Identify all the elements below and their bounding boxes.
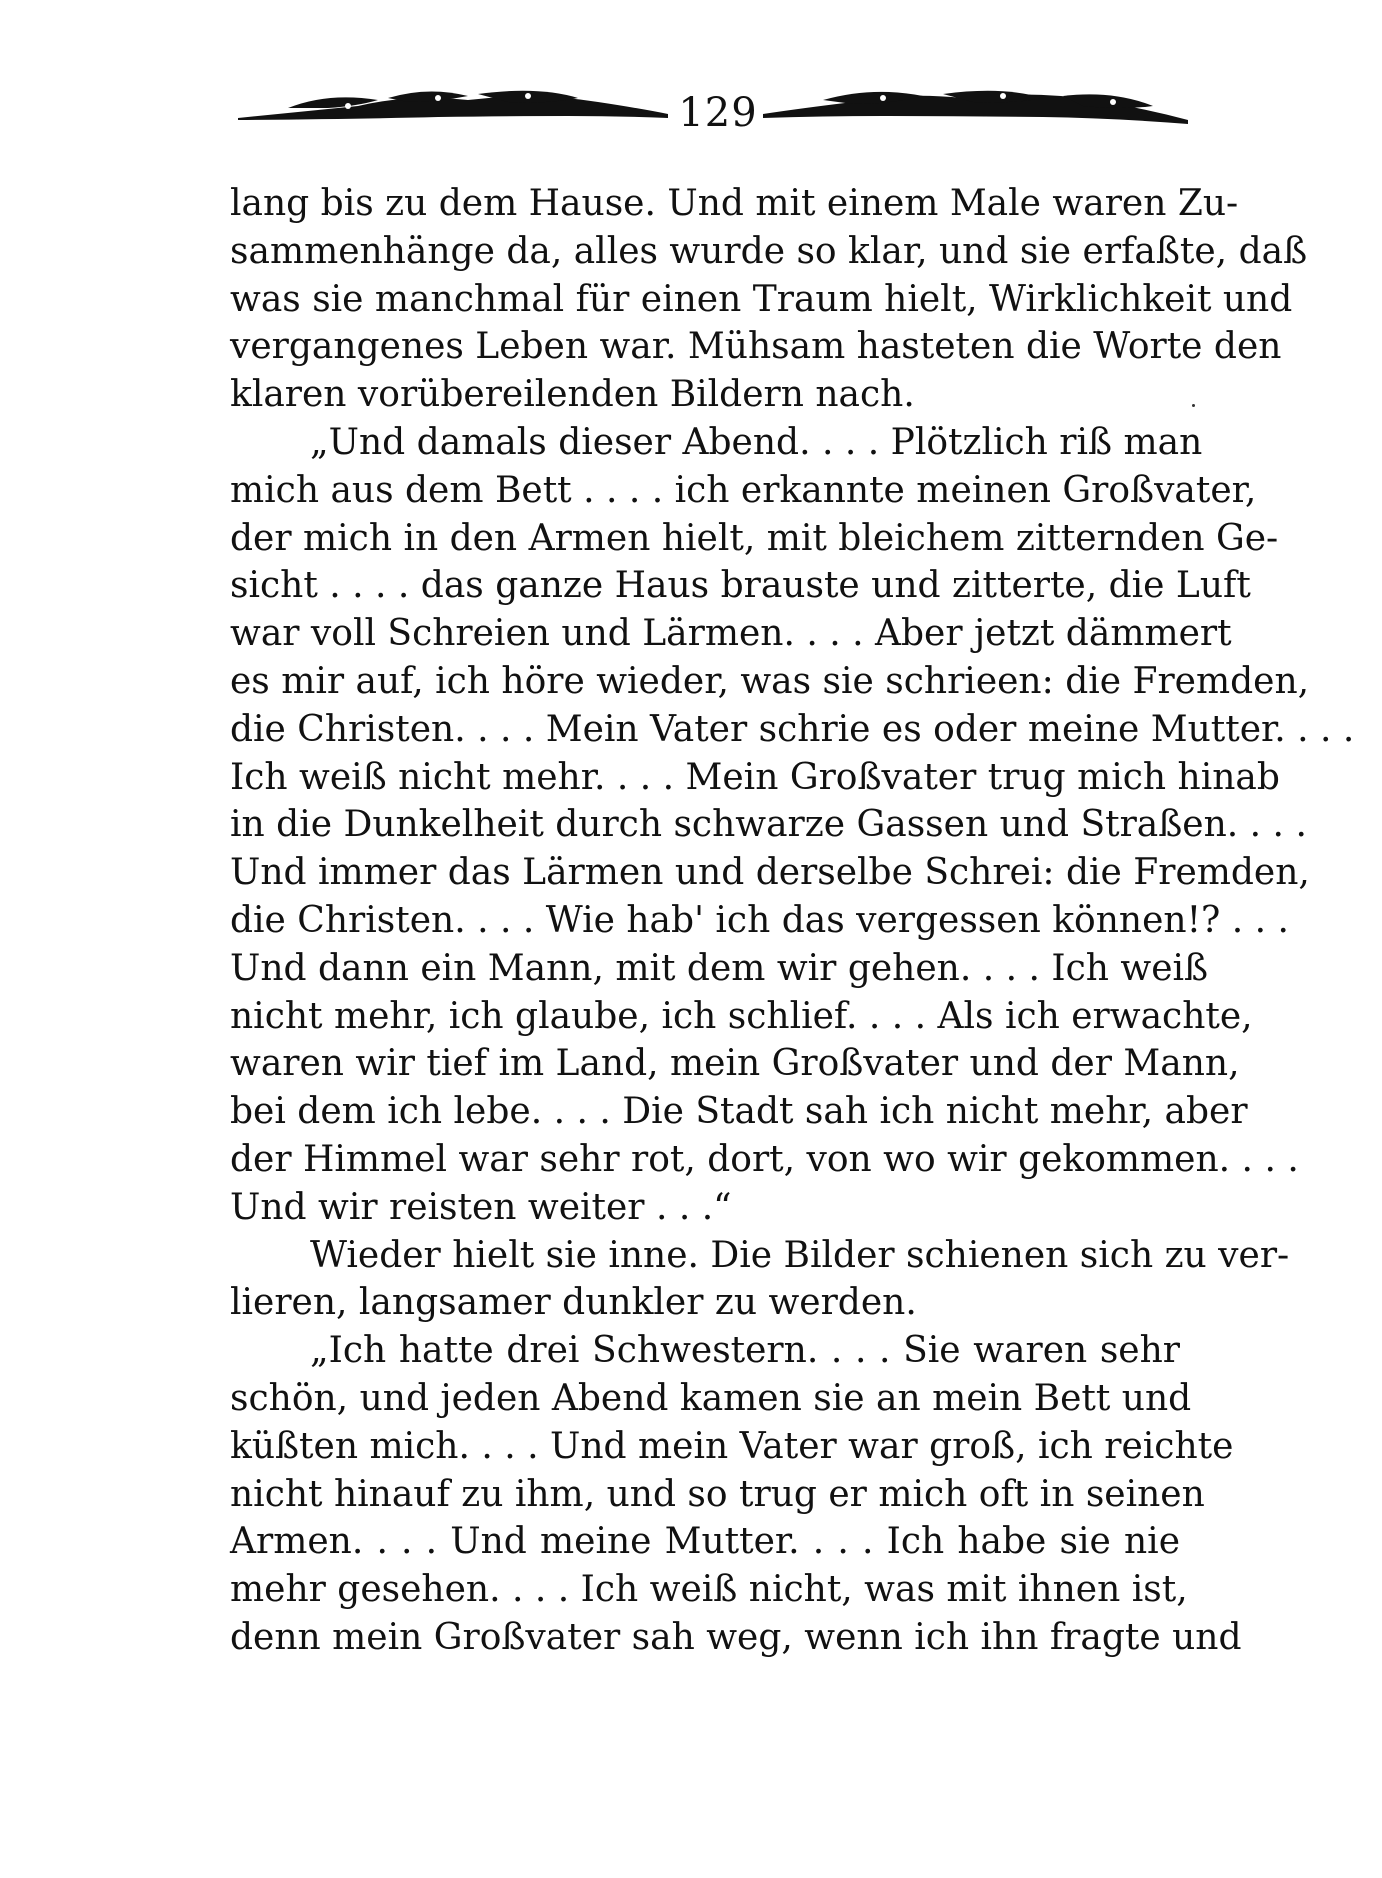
text-line: was sie manchmal für einen Traum hielt, Wirklichkeit und: [230, 278, 1293, 320]
text-line: Wieder hielt sie inne. Die Bilder schienen sich zu ver-: [310, 1234, 1290, 1276]
text-line: lang bis zu dem Hause. Und mit einem Male waren Zu-: [230, 183, 1239, 224]
text-line: schön, und jeden Abend kamen sie an mein Bett und: [230, 1377, 1192, 1419]
text-line: Armen. . . . Und meine Mutter. . . . Ich habe sie nie: [230, 1521, 1180, 1563]
text-line: waren wir tief im Land, mein Großvater und der Mann,: [230, 1043, 1240, 1085]
text-line: denn mein Großvater sah weg, wenn ich ihn fragte und: [230, 1616, 1242, 1658]
page-header: [238, 72, 1188, 142]
text-line: „Und damals dieser Abend. . . . Plötzlich riß man: [310, 421, 1203, 463]
text-line: der Himmel war sehr rot, dort, von wo wir gekommen. . . .: [230, 1138, 1299, 1180]
body-text: [230, 180, 1355, 1662]
text-line: Und wir reisten weiter . . .“: [230, 1186, 732, 1228]
text-line: die Christen. . . . Mein Vater schrie es oder meine Mutter. . . .: [230, 708, 1355, 750]
text-line: vergangenes Leben war. Mühsam hasteten die Worte den: [230, 326, 1282, 368]
text-line: in die Dunkelheit durch schwarze Gassen und Straßen. . . .: [230, 804, 1307, 846]
stray-mark: [1192, 404, 1195, 407]
text-line: war voll Schreien und Lärmen. . . . Aber jetzt dämmert: [230, 613, 1232, 655]
text-line: „Ich hatte drei Schwestern. . . . Sie waren sehr: [310, 1330, 1180, 1372]
text-line: die Christen. . . . Wie hab' ich das vergessen können!? . . .: [230, 899, 1289, 941]
text-line: küßten mich. . . . Und mein Vater war groß, ich reichte: [230, 1425, 1234, 1467]
text-line: mich aus dem Bett . . . . ich erkannte meinen Großvater,: [230, 469, 1257, 511]
text-line: nicht mehr, ich glaube, ich schlief. . . . Als ich erwachte,: [230, 995, 1253, 1037]
text-line: es mir auf, ich höre wieder, was sie schrieen: die Fremden,: [230, 660, 1310, 702]
text-line: klaren vorübereilenden Bildern nach.: [230, 374, 915, 416]
text-line: Und immer das Lärmen und derselbe Schrei: die Fremden,: [230, 852, 1310, 894]
text-line: der mich in den Armen hielt, mit bleichem zitternden Ge-: [230, 517, 1279, 559]
text-line: sammenhänge da, alles wurde so klar, und sie erfaßte, daß: [230, 230, 1308, 272]
text-line: nicht hinauf zu ihm, und so trug er mich oft in seinen: [230, 1473, 1205, 1515]
left-ornament-icon: [238, 86, 668, 142]
text-line: Ich weiß nicht mehr. . . . Mein Großvater trug mich hinab: [230, 756, 1280, 798]
right-ornament-icon: [763, 86, 1188, 142]
text-line: sicht . . . . das ganze Haus brauste und zitterte, die Luft: [230, 565, 1251, 607]
text-line: mehr gesehen. . . . Ich weiß nicht, was mit ihnen ist,: [230, 1569, 1188, 1611]
page-number: 129: [678, 90, 758, 136]
text-line: bei dem ich lebe. . . . Die Stadt sah ich nicht mehr, aber: [230, 1091, 1248, 1133]
text-line: Und dann ein Mann, mit dem wir gehen. . . . Ich weiß: [230, 947, 1209, 989]
text-line: lieren, langsamer dunkler zu werden.: [230, 1282, 917, 1324]
